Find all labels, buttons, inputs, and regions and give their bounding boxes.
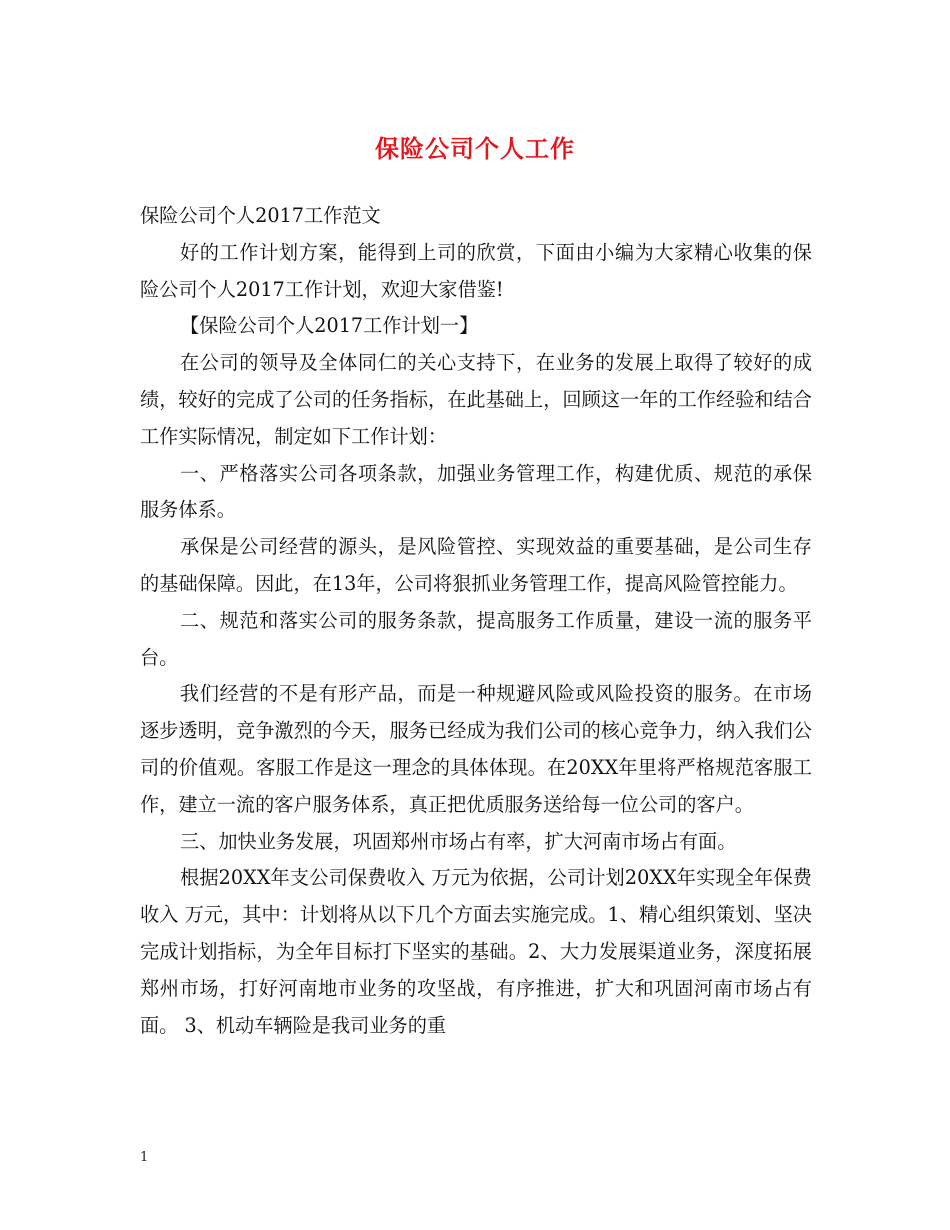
paragraph-overview: 在公司的领导及全体同仁的关心支持下，在业务的发展上取得了较好的成绩，较好的完成了公司的任务指标，在此基础上，回顾这一年的工作经验和结合工作实际情况，制定如下工作计划：	[140, 351, 812, 448]
paragraph-underwriting: 承保是公司经营的源头，是风险管控、实现效益的重要基础，是公司生存的基础保障。因此，在13年，公司将狠抓业务管理工作，提高风险管控能力。	[140, 535, 812, 595]
paragraph-point-one: 一、严格落实公司各项条款，加强业务管理工作，构建优质、规范的承保服务体系。	[140, 461, 812, 522]
paragraph-service: 我们经营的不是有形产品，而是一种规避风险或风险投资的服务。在市场逐步透明，竞争激烈的今天，服务已经成为我们公司的核心竞争力，纳入我们公司的价值观。客服工作是这一理念的具体体现。在20XX年里将严格规范客服工作，建立一流的客户服务体系，真正把优质服务送给每一位公司的客户。	[140, 682, 812, 816]
page-number: 1	[140, 1150, 149, 1165]
document-body	[140, 198, 812, 1044]
paragraph-point-two: 二、规范和落实公司的服务条款，提高服务工作质量，建设一流的服务平台。	[140, 608, 812, 669]
paragraph-point-three: 三、加快业务发展，巩固郑州市场占有率，扩大河南市场占有面。	[180, 829, 737, 853]
paragraph-intro: 好的工作计划方案，能得到上司的欣赏，下面由小编为大家精心收集的保险公司个人2017工作计划，欢迎大家借鉴!	[140, 240, 812, 301]
document-title: 保险公司个人工作	[375, 134, 575, 163]
paragraph-plan: 根据20XX年支公司保费收入 万元为依据，公司计划20XX年实现全年保费收入 万元，其中：计划将从以下几个方面去实施完成。1、精心组织策划、坚决完成计划指标，为全年目标打下坚实的基础。2、大力发展渠道业务，深度拓展郑州市场，打好河南地市业务的攻坚战，有序推进，扩大和巩固河南市场占有面。 3、机动车辆险是我司业务的重	[140, 866, 812, 1037]
paragraph-subtitle: 保险公司个人2017工作范文	[140, 204, 381, 227]
paragraph-section-heading: 【保险公司个人2017工作计划一】	[180, 314, 479, 338]
